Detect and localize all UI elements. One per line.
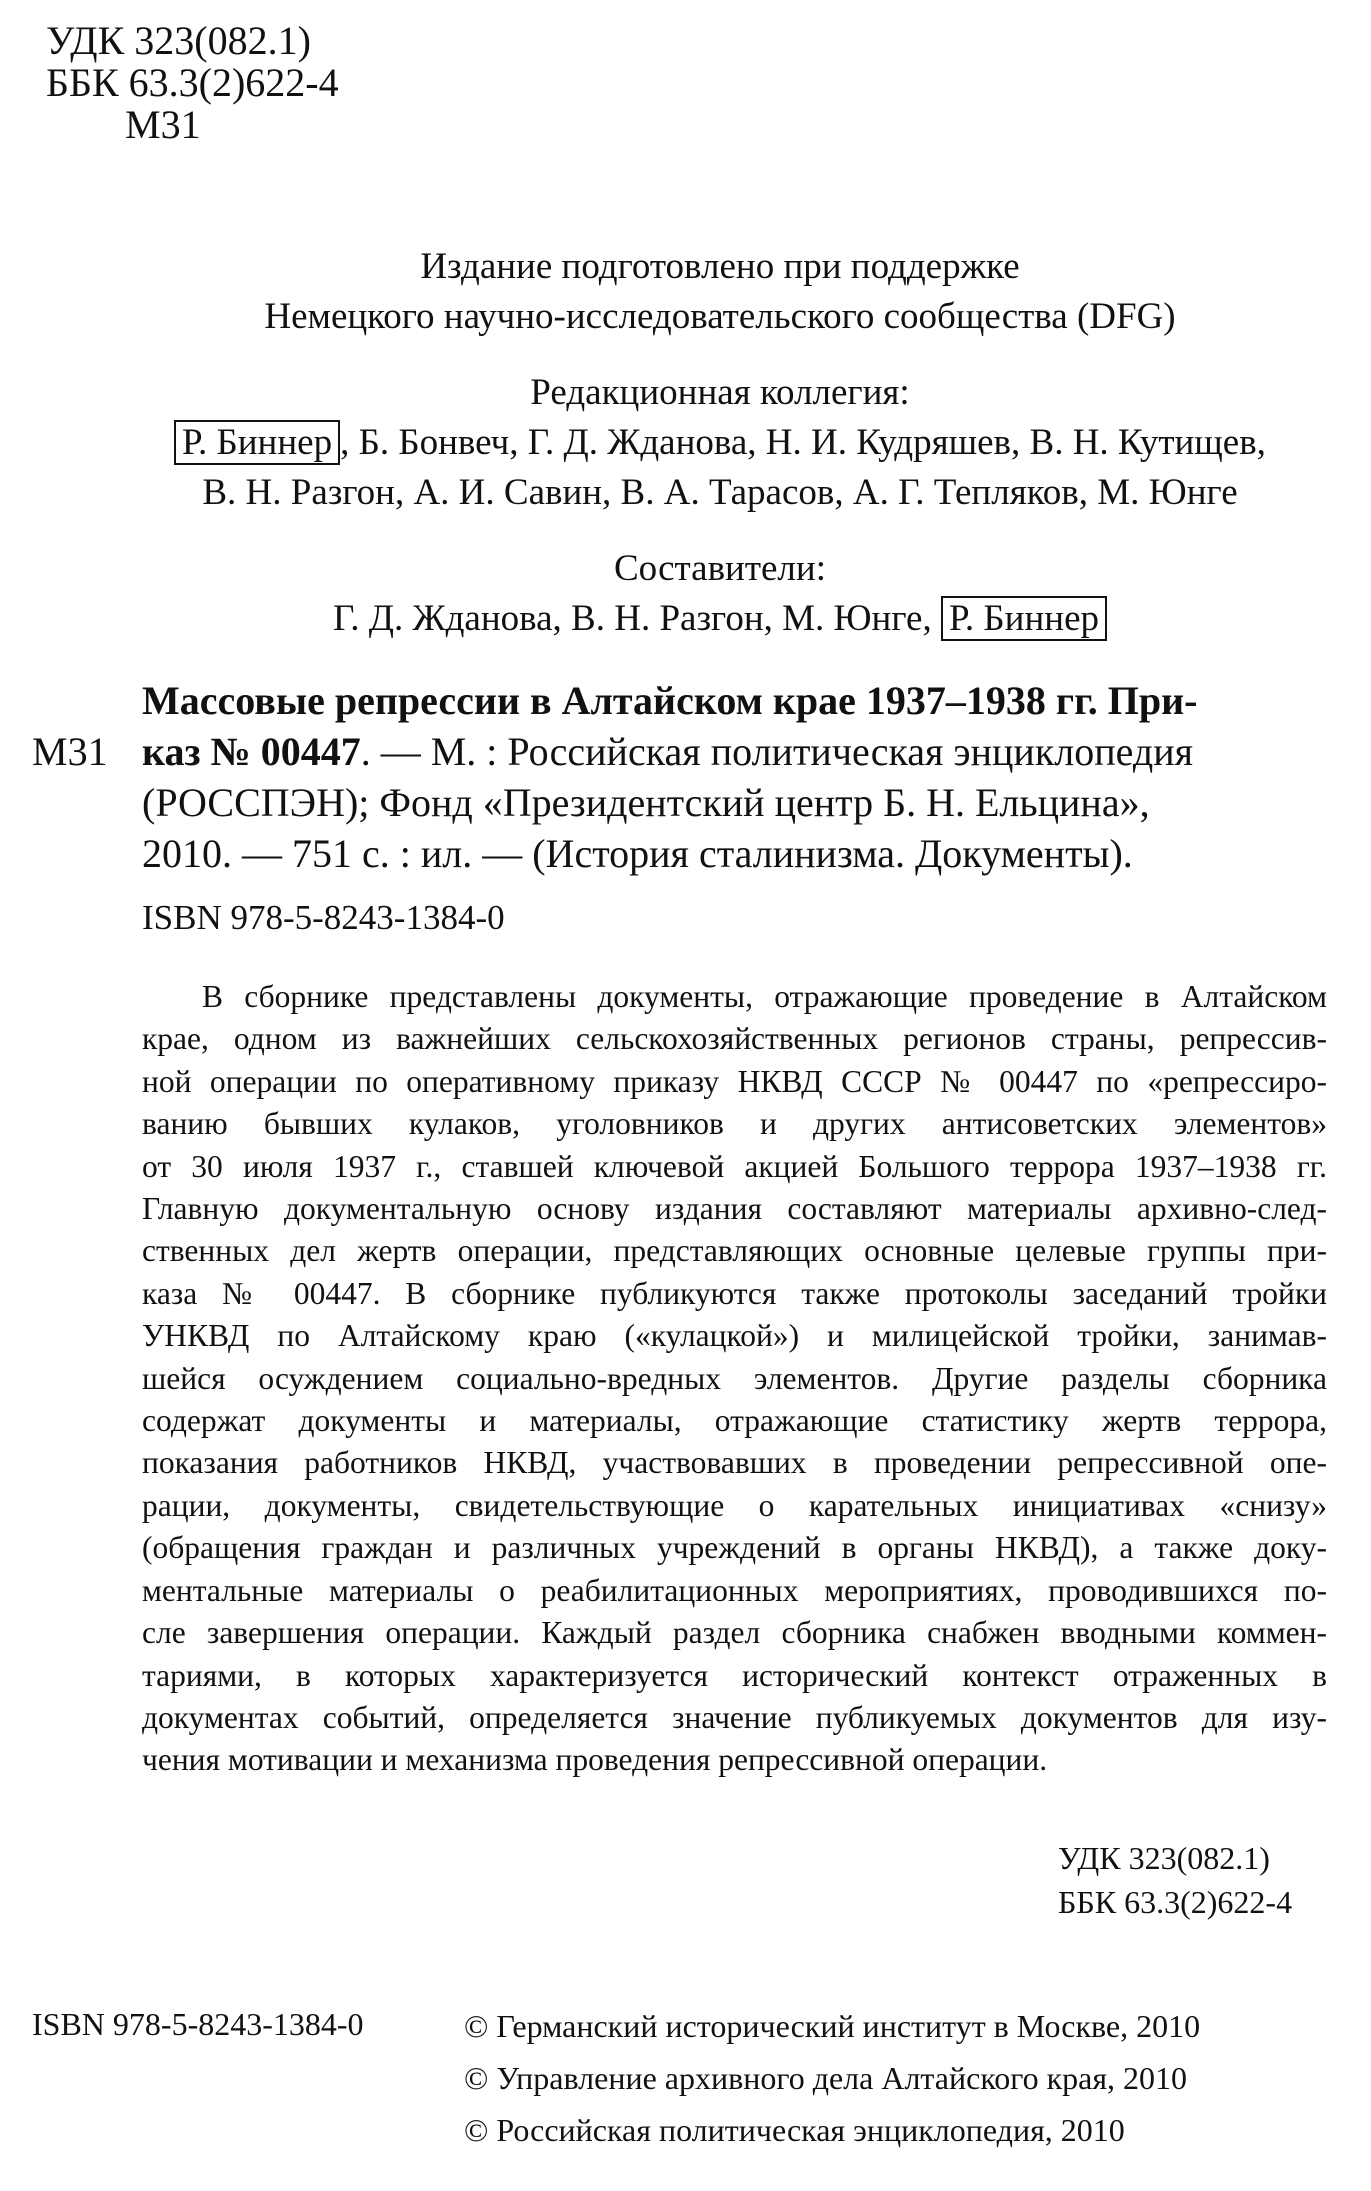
boxed-name: Р. Биннер bbox=[941, 596, 1107, 641]
bib-line4: 2010. — 751 с. : ил. — (История сталинизма. Документы). bbox=[142, 831, 1133, 876]
annotation bbox=[142, 976, 1327, 1782]
annotation-line: В сборнике представлены документы, отражающие проведение в Алтайском bbox=[202, 979, 1327, 1014]
compilers-names bbox=[120, 598, 1320, 640]
annotation-line: документах событий, определяется значение публикуемых документов для изу- bbox=[142, 1699, 1327, 1735]
bib-line2 bbox=[142, 726, 1328, 777]
annotation-line: тариями, в которых характеризуется исторический контекст отраженных в bbox=[142, 1657, 1327, 1693]
classification-bottom bbox=[1058, 1836, 1292, 1924]
annotation-line: чения мотивации и механизма проведения репрессивной операции. bbox=[142, 1742, 1048, 1778]
udk-code-bottom: УДК 323(082.1) bbox=[1058, 1840, 1270, 1876]
annotation-line: показания работников НКВД, участвовавших в проведении репрессивной опе- bbox=[142, 1445, 1327, 1481]
bib-side-mark: М31 bbox=[32, 729, 108, 774]
annotation-line: крае, одном из важнейших сельскохозяйственных регионов страны, репрессив- bbox=[142, 1021, 1327, 1057]
editorial-board-line2: В. Н. Разгон, А. И. Савин, В. А. Тарасов, А. Г. Тепляков, М. Юнге bbox=[202, 472, 1238, 513]
isbn: ISBN 978-5-8243-1384-0 bbox=[142, 898, 505, 937]
bbk-code-bottom: ББК 63.3(2)622-4 bbox=[1058, 1884, 1293, 1920]
bibliographic-entry bbox=[142, 675, 1328, 879]
classification-block bbox=[46, 20, 339, 146]
copyright-line: © Российская политическая энциклопедия, 2010 bbox=[464, 2112, 1125, 2148]
compilers bbox=[120, 548, 1320, 640]
author-mark: М31 bbox=[125, 102, 201, 147]
editorial-board bbox=[120, 372, 1320, 514]
compilers-names-prefix: Г. Д. Жданова, В. Н. Разгон, М. Юнге, bbox=[332, 598, 941, 639]
support-note-line1: Издание подготовлено при поддержке bbox=[420, 246, 1020, 287]
boxed-name: Р. Биннер bbox=[174, 420, 340, 465]
annotation-line: каза № 00447. В сборнике публикуются также протоколы заседаний тройки bbox=[142, 1275, 1327, 1311]
annotation-line: ментальные материалы о реабилитационных мероприятиях, проводившихся по- bbox=[142, 1572, 1327, 1608]
editorial-board-names: , Б. Бонвеч, Г. Д. Жданова, Н. И. Кудряшев, В. Н. Кутищев, bbox=[340, 422, 1266, 463]
copyright-line: © Управление архивного дела Алтайского края, 2010 bbox=[464, 2060, 1188, 2096]
annotation-line: ственных дел жертв операции, представляющих основные целевые группы при- bbox=[142, 1233, 1327, 1269]
annotation-line: рации, документы, свидетельствующие о карательных инициативах «снизу» bbox=[142, 1487, 1327, 1523]
annotation-line: шейся осуждением социально-вредных элементов. Другие разделы сборника bbox=[142, 1360, 1327, 1396]
annotation-line: (обращения граждан и различных учреждений в органы НКВД), а также доку- bbox=[142, 1530, 1327, 1566]
bib-line2-rest: . — М. : Российская политическая энциклопедия bbox=[360, 729, 1194, 774]
annotation-line: УНКВД по Алтайскому краю («кулацкой») и милицейской тройки, занимав- bbox=[142, 1318, 1327, 1354]
footer-isbn: ISBN 978-5-8243-1384-0 bbox=[32, 2006, 364, 2042]
compilers-heading: Составители: bbox=[614, 548, 826, 589]
udk-code: УДК 323(082.1) bbox=[46, 18, 311, 63]
editorial-board-heading: Редакционная коллегия: bbox=[530, 372, 910, 413]
annotation-line: Главную документальную основу издания составляют материалы архивно-след- bbox=[142, 1191, 1327, 1227]
copyright-block bbox=[464, 2000, 1200, 2156]
bib-title-line1: Массовые репрессии в Алтайском крае 1937–1938 гг. При- bbox=[142, 678, 1198, 723]
annotation-line: от 30 июля 1937 г., ставшей ключевой акцией Большого террора 1937–1938 гг. bbox=[142, 1148, 1327, 1184]
bbk-code: ББК 63.3(2)622-4 bbox=[46, 60, 339, 105]
annotation-line: сле завершения операции. Каждый раздел сборника снабжен вводными коммен- bbox=[142, 1615, 1327, 1651]
bib-line3: (РОССПЭН); Фонд «Президентский центр Б. Н. Ельцина», bbox=[142, 780, 1150, 825]
annotation-line: содержат документы и материалы, отражающие статистику жертв террора, bbox=[142, 1403, 1327, 1439]
annotation-line: ной операции по оперативному приказу НКВД СССР № 00447 по «репрессиро- bbox=[142, 1063, 1327, 1099]
copyright-line: © Германский исторический институт в Москве, 2010 bbox=[464, 2008, 1201, 2044]
support-note bbox=[120, 246, 1320, 338]
bib-title-line2: каз № 00447 bbox=[142, 729, 361, 774]
support-note-line2: Немецкого научно-исследовательского сообщества (DFG) bbox=[264, 296, 1176, 337]
editorial-board-line1 bbox=[120, 422, 1320, 464]
annotation-line: ванию бывших кулаков, уголовников и других антисоветских элементов» bbox=[142, 1106, 1327, 1142]
